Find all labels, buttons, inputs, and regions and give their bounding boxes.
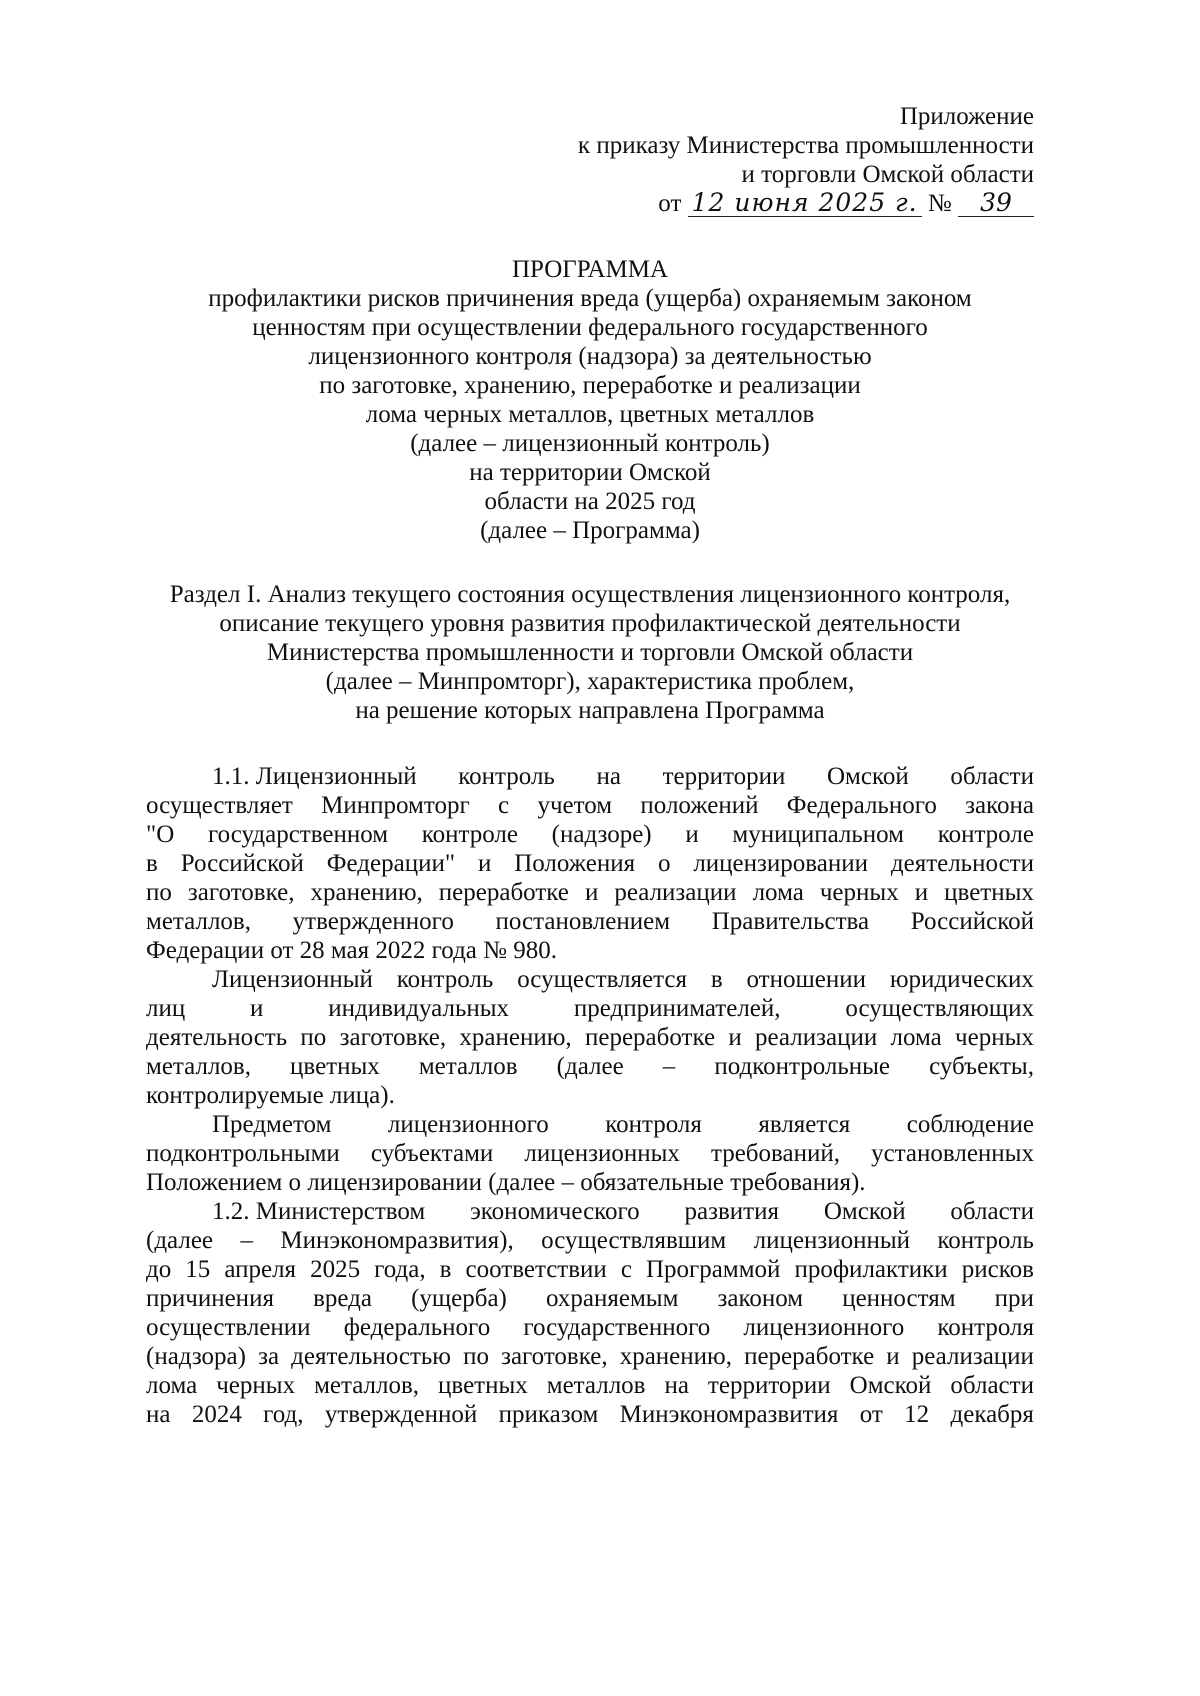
- word: Федерального: [786, 792, 937, 819]
- word: и: [886, 1343, 900, 1370]
- word: в: [710, 966, 723, 993]
- paragraph-line: [146, 1139, 1034, 1168]
- word: "О: [146, 821, 175, 848]
- word: субъектами: [370, 1140, 494, 1167]
- program-title-line: области на 2025 год: [484, 488, 696, 515]
- section-heading-line: Министерства промышленности и торговли Омской области: [266, 639, 914, 666]
- program-title: [0, 255, 1180, 545]
- word: муниципальном: [732, 821, 905, 848]
- word: и: [685, 821, 699, 848]
- word: на: [664, 1372, 689, 1399]
- date-prefix: от: [658, 190, 682, 217]
- word: контроль: [396, 966, 494, 993]
- order-date-line: [578, 189, 1034, 218]
- word: утвержденной: [324, 1401, 478, 1428]
- word: заготовке,: [187, 879, 295, 906]
- word: Минэкономразвития: [619, 1401, 839, 1428]
- word: года,: [374, 1256, 426, 1283]
- word: лома: [146, 1372, 198, 1399]
- program-title-line: профилактики рисков причинения вреда (ущерба) охраняемым законом: [208, 285, 972, 312]
- paragraph-line: [146, 849, 1034, 878]
- word: 2024: [191, 1401, 242, 1428]
- word: соблюдение: [906, 1111, 1034, 1138]
- word: причинения: [146, 1285, 274, 1312]
- word: профилактики: [794, 1256, 948, 1283]
- paragraph-line: Федерации от 28 мая 2022 года № 980.: [146, 937, 557, 964]
- word: металлов,: [146, 1053, 251, 1080]
- word: территории: [707, 1372, 831, 1399]
- word: декабря: [950, 1401, 1034, 1428]
- word: 15: [185, 1256, 211, 1283]
- paragraph-line: Положением о лицензировании (далее – обязательные требования).: [146, 1169, 866, 1196]
- word: предпринимателей,: [573, 995, 781, 1022]
- word: приказом: [498, 1401, 599, 1428]
- word: переработке: [584, 1024, 716, 1051]
- word: заготовке,: [501, 1343, 608, 1370]
- paragraph-line: [146, 1313, 1034, 1342]
- word: –: [240, 1227, 253, 1254]
- word: области: [950, 763, 1034, 790]
- word: соответствии: [465, 1256, 607, 1283]
- program-title-line: на территории Омской: [469, 459, 711, 486]
- paragraph-line: [146, 1255, 1034, 1284]
- word: лицензионный: [753, 1227, 911, 1254]
- word: металлов: [418, 1053, 518, 1080]
- word: апреля: [224, 1256, 297, 1283]
- word: черных: [955, 1024, 1034, 1051]
- word: утвержденного: [292, 908, 454, 935]
- word: законом: [717, 1285, 804, 1312]
- word: 12: [904, 1401, 930, 1428]
- program-title-line: ценностям при осуществлении федерального государственного: [252, 314, 928, 341]
- word: Минэкономразвития),: [280, 1227, 514, 1254]
- word: и: [914, 879, 929, 906]
- word: деятельностью: [291, 1343, 451, 1370]
- document-body: [146, 762, 1034, 1429]
- word: до: [146, 1256, 172, 1283]
- word: индивидуальных: [328, 995, 510, 1022]
- word: подконтрольными: [146, 1140, 340, 1167]
- word: металлов,: [314, 1372, 420, 1399]
- word: учетом: [537, 792, 613, 819]
- word: на: [596, 763, 621, 790]
- order-reference-line: к приказу Министерства промышленности: [577, 132, 1034, 159]
- paragraph-line: [146, 965, 1034, 994]
- program-title-line: (далее – лицензионный контроль): [410, 430, 770, 457]
- word: реализации: [911, 1343, 1034, 1370]
- word: цветных: [944, 879, 1034, 906]
- word: области: [950, 1372, 1034, 1399]
- paragraph-line: [146, 1284, 1034, 1313]
- word: отношении: [746, 966, 866, 993]
- word: в: [439, 1256, 452, 1283]
- paragraph-line: [146, 1371, 1034, 1400]
- word: деятельность: [146, 1024, 288, 1051]
- paragraph-line: [146, 1400, 1034, 1429]
- word: за: [258, 1343, 280, 1370]
- word: постановлением: [495, 908, 671, 935]
- word: осуществлении: [146, 1314, 311, 1341]
- word: лиц: [146, 995, 186, 1022]
- word: (далее: [556, 1053, 624, 1080]
- word: по: [146, 879, 172, 906]
- word: Омской: [849, 1372, 932, 1399]
- word: реализации: [614, 879, 737, 906]
- word: черных: [216, 1372, 296, 1399]
- word: 2025: [310, 1256, 361, 1283]
- paragraph-line: [146, 791, 1034, 820]
- paragraph-line: [146, 820, 1034, 849]
- word: контроль: [937, 1227, 1034, 1254]
- word: по: [300, 1024, 327, 1051]
- word: хранению,: [619, 1343, 732, 1370]
- paragraph-line: [146, 1197, 1034, 1226]
- word: субъекты,: [929, 1053, 1034, 1080]
- word: развития: [684, 1198, 779, 1225]
- word: контроль: [458, 763, 555, 790]
- appendix-header: [578, 102, 1034, 218]
- appendix-label: Приложение: [899, 103, 1034, 130]
- paragraph-line: [146, 994, 1034, 1023]
- word: при: [994, 1285, 1034, 1312]
- word: лома: [890, 1024, 942, 1051]
- word: установленных: [871, 1140, 1034, 1167]
- ministry-name-line: и торговли Омской области: [741, 161, 1034, 188]
- word: и: [477, 850, 492, 877]
- word: с: [498, 792, 510, 819]
- program-heading: ПРОГРАММА: [511, 256, 669, 283]
- word: осуществляющих: [845, 995, 1034, 1022]
- word: (ущерба): [411, 1285, 507, 1312]
- word: Федерации": [326, 850, 456, 877]
- word: рисков: [961, 1256, 1034, 1283]
- paragraph-line: [146, 1110, 1034, 1139]
- word: подконтрольные: [714, 1053, 891, 1080]
- word: государственном: [207, 821, 389, 848]
- word: Предметом: [212, 1111, 332, 1138]
- word: 1.1. Лицензионный: [212, 763, 417, 790]
- paragraph-line: [146, 907, 1034, 936]
- section-heading-line: (далее – Минпромторг), характеристика проблем,: [325, 668, 855, 695]
- word: с: [620, 1256, 632, 1283]
- section-heading-line: на решение которых направлена Программа: [355, 697, 825, 724]
- word: лицензионного: [387, 1111, 549, 1138]
- word: реализации: [755, 1024, 878, 1051]
- word: –: [662, 1053, 676, 1080]
- handwritten-order-number: 39: [958, 190, 1034, 217]
- word: (надзора): [146, 1343, 246, 1370]
- word: хранению,: [459, 1024, 572, 1051]
- word: (далее: [146, 1227, 214, 1254]
- word: по: [463, 1343, 489, 1370]
- word: Российской: [910, 908, 1034, 935]
- word: Омской: [827, 763, 909, 790]
- word: Российской: [180, 850, 304, 877]
- word: закона: [965, 792, 1034, 819]
- program-title-line: лома черных металлов, цветных металлов: [365, 401, 815, 428]
- word: осуществляет: [146, 792, 293, 819]
- word: Лицензионный: [212, 966, 373, 993]
- word: контроле: [937, 821, 1034, 848]
- word: лицензионных: [524, 1140, 680, 1167]
- word: от: [859, 1401, 883, 1428]
- word: цветных: [290, 1053, 380, 1080]
- word: охраняемым: [546, 1285, 679, 1312]
- program-title-line: (далее – Программа): [480, 517, 700, 544]
- word: контроля: [605, 1111, 702, 1138]
- program-title-line: по заготовке, хранению, переработке и реализации: [319, 372, 861, 399]
- paragraph-line: [146, 878, 1034, 907]
- word: федерального: [343, 1314, 491, 1341]
- word: Омской: [823, 1198, 906, 1225]
- word: и: [728, 1024, 742, 1051]
- paragraph-line: [146, 762, 1034, 791]
- word: на: [146, 1401, 171, 1428]
- word: 1.2. Министерством: [212, 1198, 426, 1225]
- word: деятельности: [890, 850, 1034, 877]
- word: в: [146, 850, 158, 877]
- word: является: [758, 1111, 851, 1138]
- word: год,: [263, 1401, 304, 1428]
- word: черных: [819, 879, 899, 906]
- word: и: [250, 995, 264, 1022]
- word: вреда: [313, 1285, 372, 1312]
- word: Правительства: [711, 908, 870, 935]
- word: требований,: [710, 1140, 840, 1167]
- paragraph-line: [146, 1052, 1034, 1081]
- word: лицензионного: [743, 1314, 905, 1341]
- paragraph-line: [146, 1023, 1034, 1052]
- program-title-line: лицензионного контроля (надзора) за деятельностью: [308, 343, 872, 370]
- section-heading: [0, 580, 1180, 725]
- word: переработке: [744, 1343, 875, 1370]
- word: положений: [640, 792, 759, 819]
- word: Положения: [514, 850, 636, 877]
- word: Программой: [646, 1256, 781, 1283]
- word: (надзоре): [551, 821, 652, 848]
- word: и: [584, 879, 599, 906]
- word: заготовке,: [339, 1024, 447, 1051]
- word: переработке: [438, 879, 569, 906]
- word: экономического: [470, 1198, 640, 1225]
- handwritten-date: 12 июня 2025 г.: [688, 190, 922, 217]
- word: области: [950, 1198, 1034, 1225]
- word: контроле: [421, 821, 518, 848]
- word: хранению,: [310, 879, 423, 906]
- paragraph-line: контролируемые лица).: [146, 1082, 395, 1109]
- section-heading-line: описание текущего уровня развития профилактической деятельности: [219, 610, 961, 637]
- word: осуществляется: [517, 966, 687, 993]
- word: контроля: [937, 1314, 1034, 1341]
- word: территории: [662, 763, 786, 790]
- word: юридических: [889, 966, 1034, 993]
- section-heading-line: Раздел I. Анализ текущего состояния осуществления лицензионного контроля,: [169, 581, 1011, 608]
- word: о: [657, 850, 671, 877]
- word: цветных: [438, 1372, 528, 1399]
- word: ценностям: [842, 1285, 956, 1312]
- word: лицензировании: [693, 850, 868, 877]
- number-label: №: [927, 190, 952, 217]
- word: металлов,: [146, 908, 251, 935]
- word: Минпромторг: [321, 792, 470, 819]
- paragraph-line: [146, 1342, 1034, 1371]
- word: осуществлявшим: [541, 1227, 727, 1254]
- word: лома: [752, 879, 804, 906]
- paragraph-line: [146, 1226, 1034, 1255]
- word: государственного: [523, 1314, 711, 1341]
- word: металлов: [546, 1372, 646, 1399]
